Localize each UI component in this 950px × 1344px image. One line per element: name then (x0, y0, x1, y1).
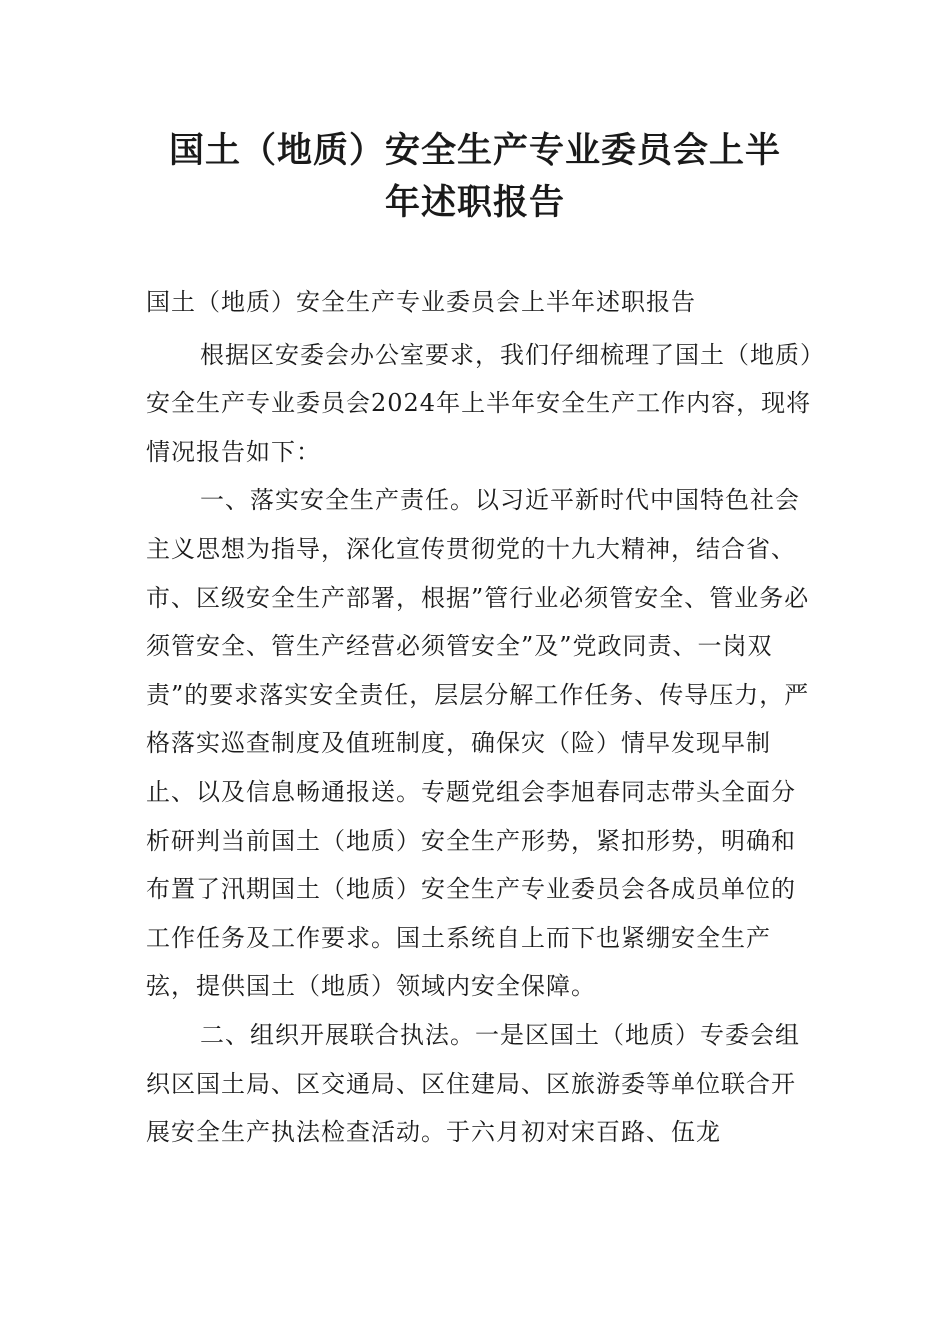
title-line-2: 年述职报告 (384, 183, 565, 223)
document-title (100, 125, 850, 229)
document-body (146, 278, 816, 1157)
paragraph-section-2: 二、组织开展联合执法。一是区国土（地质）专委会组织区国土局、区交通局、区住建局、区旅游委等单位联合开展安全生产执法检查活动。于六月初对宋百路、伍龙 (146, 1020, 800, 1147)
document-subtitle: 国土（地质）安全生产专业委员会上半年述职报告 (146, 288, 696, 316)
paragraph-intro: 根据区安委会办公室要求，我们仔细梳理了国土（地质）安全生产专业委员会2024年上半年安全生产工作内容，现将情况报告如下： (146, 340, 813, 466)
title-line-1: 国土（地质）安全生产专业委员会上半 (168, 131, 781, 171)
paragraph-section-1: 一、落实安全生产责任。以习近平新时代中国特色社会主义思想为指导，深化宣传贯彻党的十九大精神，结合省、市、区级安全生产部署，根据”管行业必须管安全、管业务必须管安全、管生产经营必须管安全”及”党政同责、一岗双责”的要求落实安全责任，层层分解工作任务、传导压力，严格落实巡查制度及值班制度，确保灾（险）情早发现早制止、以及信息畅通报送。专题党组会李旭春同志带头全面分析研判当前国土（地质）安全生产形势，紧扣形势，明确和布置了汛期国土（地质）安全生产专业委员会各成员单位的工作任务及工作要求。国土系统自上而下也紧绷安全生产弦，提供国土（地质）领域内安全保障。 (146, 486, 810, 1001)
